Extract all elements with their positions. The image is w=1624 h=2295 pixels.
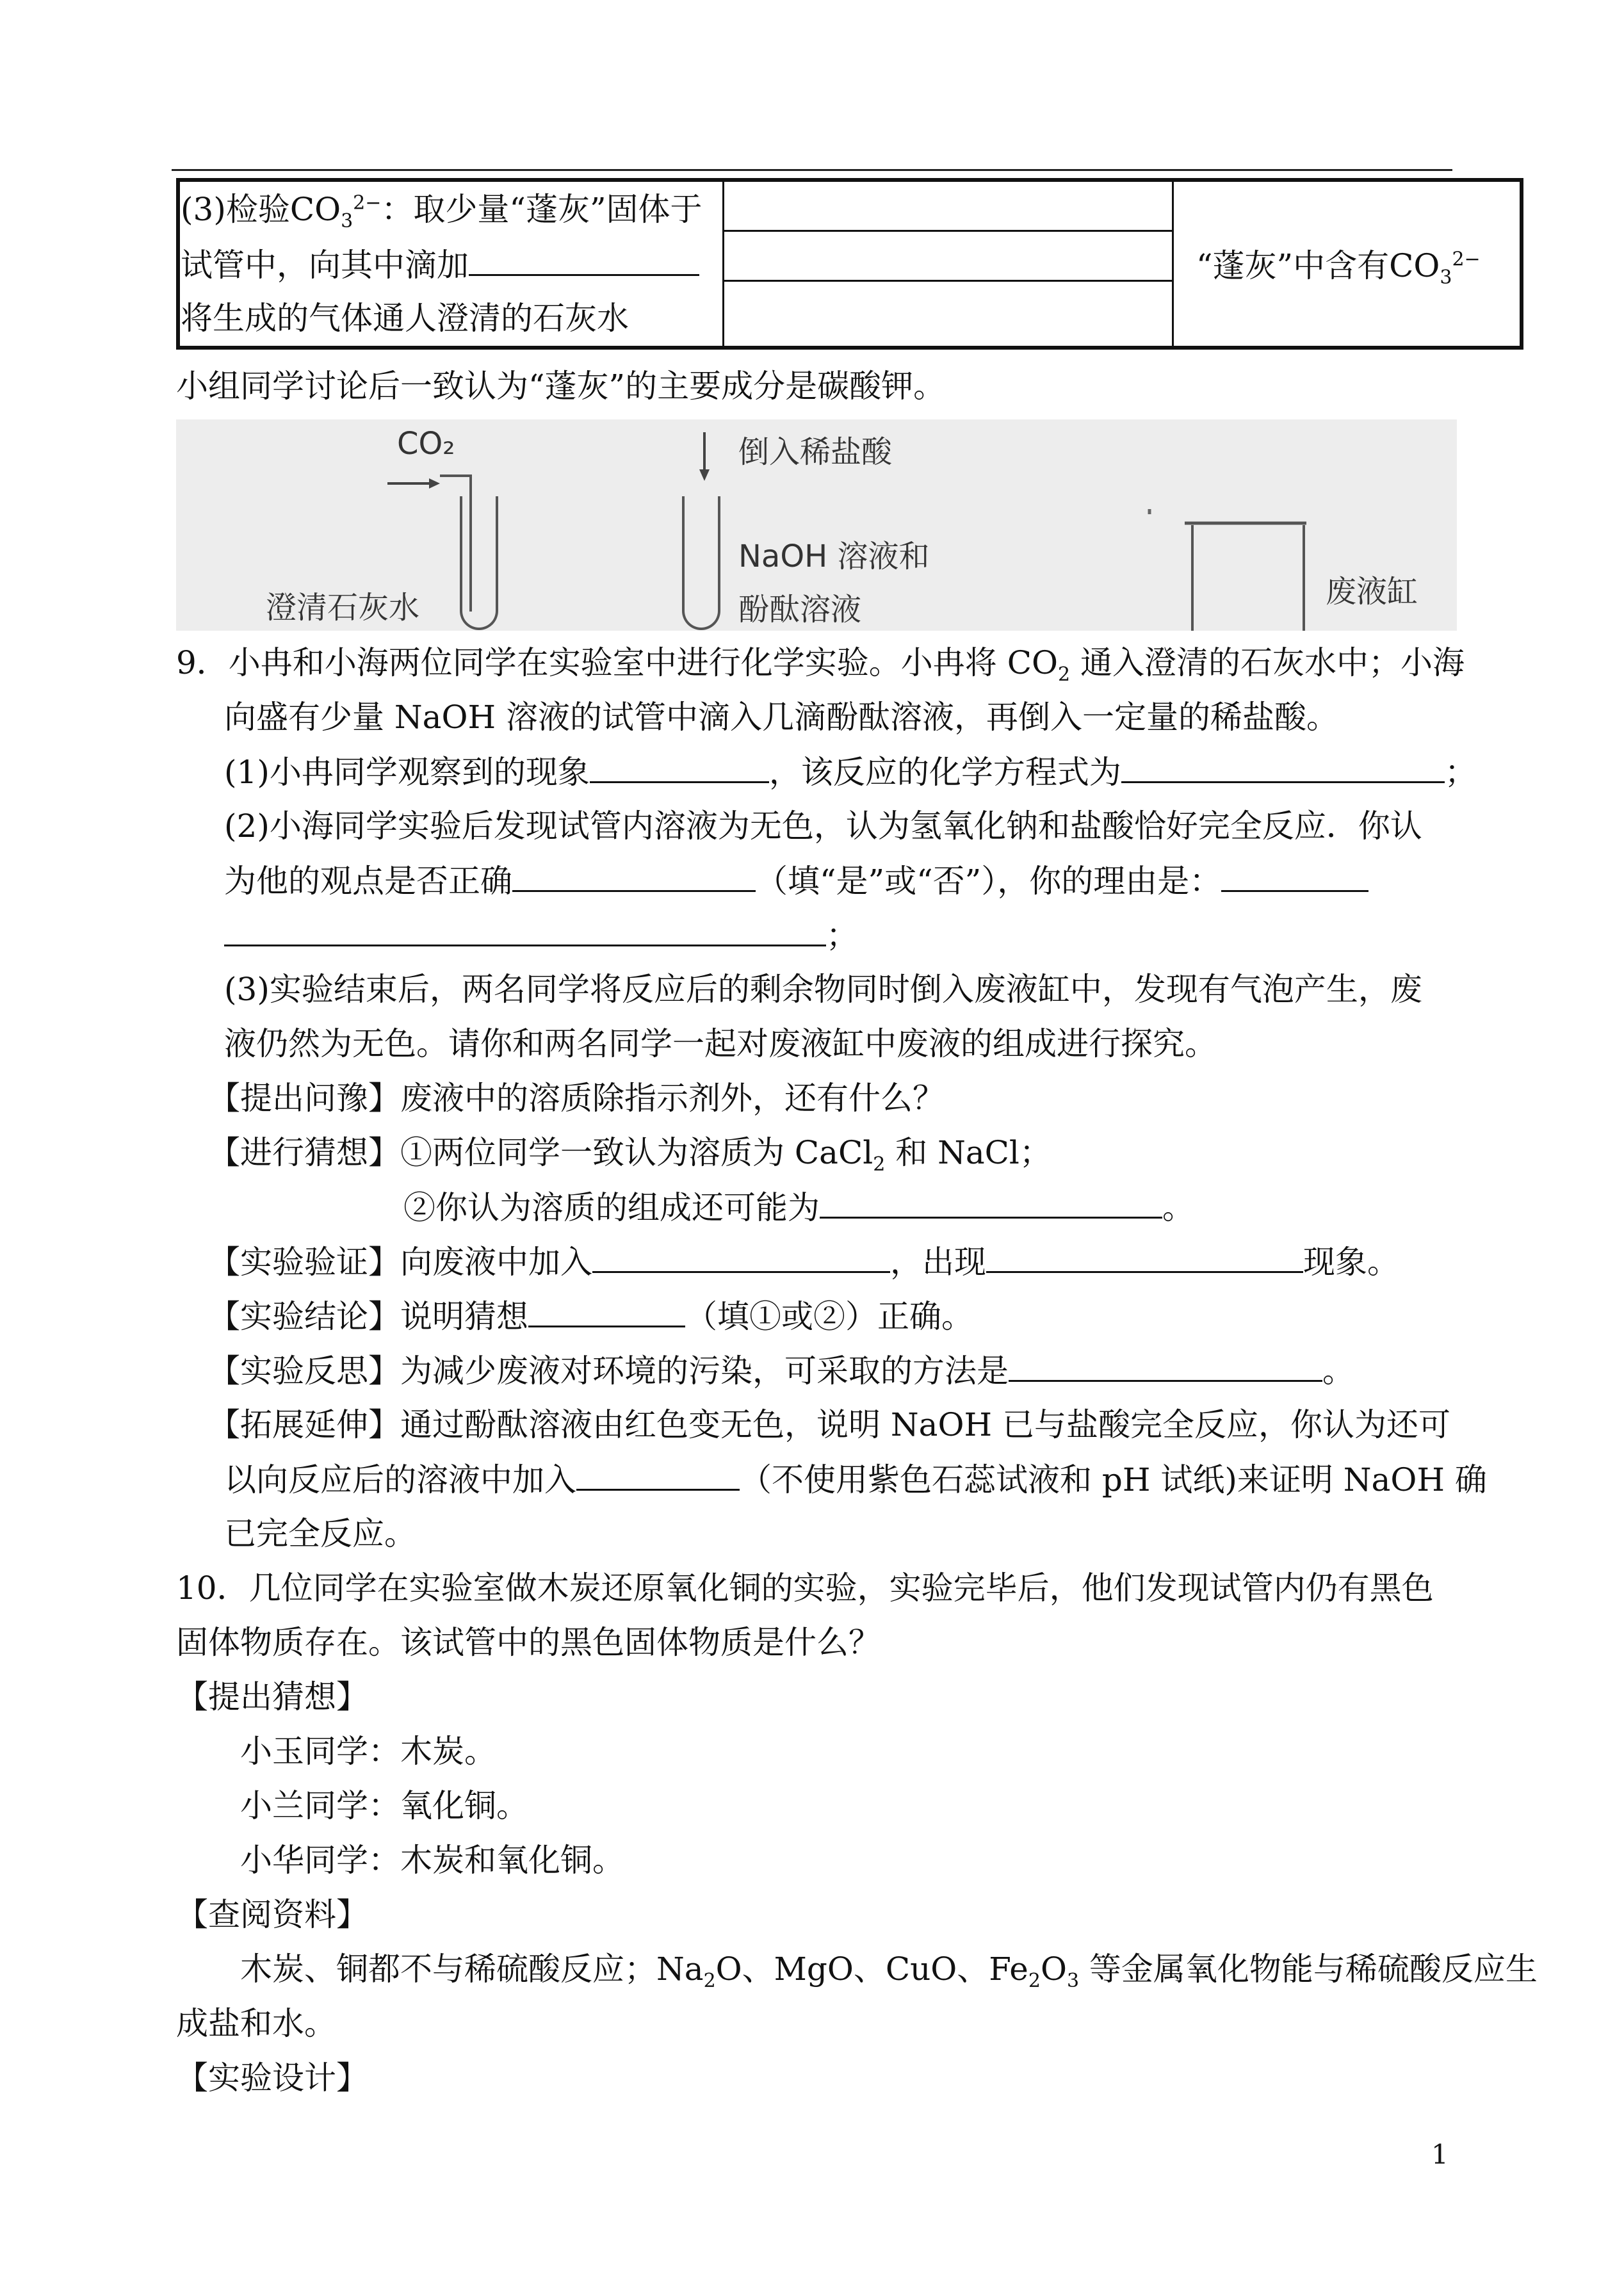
q9-part3: (3)实验结束后，两名同学将反应后的剩余物同时倒入废液缸中，发现有气泡产生，废 xyxy=(224,971,1422,1008)
limewater-tube xyxy=(460,496,498,630)
table-step-line: (3)检验$CO_3^{2-}$：取少量“蓬灰”固体于 xyxy=(181,191,702,232)
limewater-label: 澄清石灰水 xyxy=(266,590,420,626)
answer-blank[interactable] xyxy=(986,1239,1303,1273)
table-step-line: 试管中，向其中滴加 xyxy=(181,242,699,288)
q10-hypothesis: 小玉同学：木炭。 xyxy=(240,1733,496,1770)
q9-intro: 向盛有少量 NaOH 溶液的试管中滴入几滴酚酞溶液，再倒入一定量的稀盐酸。 xyxy=(224,699,1338,736)
answer-blank[interactable] xyxy=(820,1185,1162,1219)
q10-intro: 10．几位同学在实验室做木炭还原氧化铜的实验，实验完毕后，他们发现试管内仍有黑色 xyxy=(176,1569,1434,1607)
group-conclusion: 小组同学讨论后一致认为“蓬灰”的主要成分是碳酸钾。 xyxy=(176,368,946,405)
experiment-figure xyxy=(176,419,1457,631)
answer-blank[interactable] xyxy=(1009,1348,1322,1382)
q10-reference: 木炭、铜都不与稀硫酸反应；$Na_2O$、MgO、CuO、$Fe_2O_3$ 等金属氧化物能与稀硫酸反应生 xyxy=(240,1950,1538,1992)
table-row-divider xyxy=(722,280,1172,282)
q9-conclusion: 【实验结论】说明猜想 （填①或②）正确。 xyxy=(208,1293,973,1339)
q9-part3: 液仍然为无色。请你和两名同学一起对废液缸中废液的组成进行探究。 xyxy=(224,1025,1217,1062)
answer-blank[interactable] xyxy=(469,242,699,276)
q9-verify: 【实验验证】向废液中加入 ，出现 现象。 xyxy=(208,1239,1399,1285)
q9-extend: 已完全反应。 xyxy=(224,1515,416,1552)
answer-blank[interactable] xyxy=(592,1239,890,1273)
q10-hypothesis: 小兰同学：氧化铜。 xyxy=(240,1787,528,1824)
table-divider xyxy=(722,182,724,346)
answer-blank[interactable] xyxy=(1221,858,1368,892)
co2-label: CO₂ xyxy=(397,426,455,462)
q9-part2: (2)小海同学实验后发现试管内溶液为无色，认为氢氧化钠和盐酸恰好完全反应．你认 xyxy=(224,807,1422,845)
answer-blank[interactable] xyxy=(224,912,826,946)
naoh-tube xyxy=(682,496,720,630)
naoh-label: NaOH 溶液和 xyxy=(738,539,930,574)
answer-blank[interactable] xyxy=(576,1457,740,1491)
q9-extend: 以向反应后的溶液中加入 （不使用紫色石蕊试液和 pH 试纸)来证明 NaOH 确 xyxy=(224,1457,1487,1502)
q9-guess1: 【进行猜想】①两位同学一致认为溶质为 CaCl$_2$ 和 NaCl； xyxy=(208,1134,1052,1176)
answer-blank[interactable] xyxy=(590,749,769,783)
pour-acid-label: 倒入稀盐酸 xyxy=(738,434,893,470)
table-conclusion-cell: “蓬灰”中含有$CO_3^{2-}$ xyxy=(1196,247,1481,289)
q10-hypothesis-title: 【提出猜想】 xyxy=(176,1678,368,1715)
q9-intro: 9．小冉和小海两位同学在实验室中进行化学实验。小冉将 $CO_2$ 通入澄清的石灰水中；小海 xyxy=(176,644,1465,686)
waste-tank-icon xyxy=(1191,525,1305,631)
table-row-divider xyxy=(722,230,1172,232)
q9-guess2: ②你认为溶质的组成还可能为 。 xyxy=(403,1185,1194,1230)
q9-part1: (1)小冉同学观察到的现象 ，该反应的化学方程式为 ； xyxy=(224,749,1477,795)
q9-reflect: 【实验反思】为减少废液对环境的污染，可采取的方法是 。 xyxy=(208,1348,1354,1393)
q10-reference: 成盐和水。 xyxy=(176,2005,336,2042)
answer-blank[interactable] xyxy=(1121,749,1445,783)
table-divider xyxy=(1172,182,1174,346)
answer-blank[interactable] xyxy=(528,1293,685,1327)
q9-extend: 【拓展延伸】通过酚酞溶液由红色变无色，说明 NaOH 已与盐酸完全反应，你认为还可 xyxy=(208,1406,1450,1443)
q10-design-title: 【实验设计】 xyxy=(176,2059,368,2096)
q10-hypothesis: 小华同学：木炭和氧化铜。 xyxy=(240,1842,624,1879)
header-rule xyxy=(172,169,1452,171)
waste-tank-label: 废液缸 xyxy=(1326,574,1418,610)
answer-blank[interactable] xyxy=(512,858,756,892)
page-number: 1 xyxy=(1431,2139,1449,2170)
q10-intro: 固体物质存在。该试管中的黑色固体物质是什么？ xyxy=(176,1624,881,1661)
q9-part2: 为他的观点是否正确 （填“是”或“否”），你的理由是： xyxy=(224,858,1368,904)
q9-part2: ； xyxy=(224,912,858,958)
q9-ask: 【提出问豫】废液中的溶质除指示剂外，还有什么？ xyxy=(208,1080,945,1117)
phenolphthalein-label: 酚酞溶液 xyxy=(738,592,862,628)
q10-reference-title: 【查阅资料】 xyxy=(176,1896,368,1933)
table-step-line: 将生成的气体通人澄清的石灰水 xyxy=(181,300,629,337)
